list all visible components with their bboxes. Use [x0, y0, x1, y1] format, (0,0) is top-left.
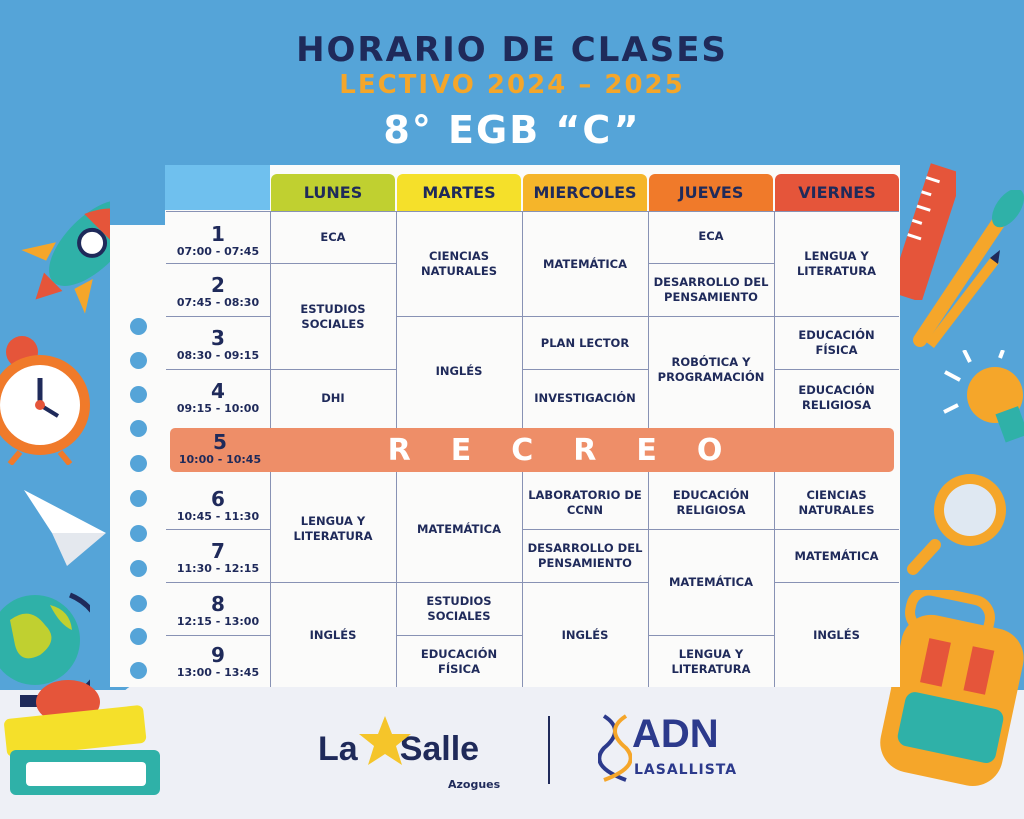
- day-header-jueves: JUEVES: [649, 174, 773, 211]
- period-time: 07:45 - 08:30: [176, 296, 260, 309]
- day-header-miercoles: MIERCOLES: [523, 174, 647, 211]
- period-time: 13:00 - 13:45: [176, 666, 260, 679]
- cell-viernes-6: CIENCIAS NATURALES: [798, 487, 875, 517]
- binder-hole: [130, 490, 147, 507]
- binder-hole: [130, 318, 147, 335]
- period-time: 09:15 - 10:00: [176, 402, 260, 415]
- cell-jueves-3: ROBÓTICA Y PROGRAMACIÓN: [657, 355, 765, 384]
- cell-martes-9: EDUCACIÓN FÍSICA: [420, 646, 498, 676]
- period-number: 9: [211, 643, 225, 667]
- grid-line: [166, 316, 270, 317]
- star-icon: [355, 712, 415, 772]
- paper-plane-icon: [22, 488, 108, 568]
- lasalle-logo-sub: Azogues: [448, 778, 501, 791]
- sheet-header-tab: [165, 165, 270, 210]
- grade-label: 8° EGB “C”: [383, 108, 641, 152]
- period-5: [170, 431, 270, 466]
- binder-hole: [130, 386, 147, 403]
- grid-line: [166, 369, 270, 370]
- cell-jueves-2: DESARROLLO DEL PENSAMIENTO: [653, 275, 769, 304]
- binder-hole: [130, 352, 147, 369]
- backpack-icon: [880, 590, 1024, 790]
- page-title: HORARIO DE CLASES: [296, 30, 728, 70]
- cell-miercoles-1: MATEMÁTICA: [542, 256, 628, 271]
- paintbrush-icon: [900, 190, 1024, 350]
- lasalle-logo-left: La: [318, 730, 358, 768]
- dna-icon: [598, 712, 632, 784]
- cell-jueves-9: LENGUA Y LITERATURA: [671, 646, 751, 676]
- day-header-lunes: LUNES: [271, 174, 395, 211]
- cell-lunes-4: DHI: [321, 390, 345, 405]
- period-number: 8: [211, 592, 225, 616]
- page-subtitle: LECTIVO 2024 – 2025: [339, 70, 685, 100]
- recreo-label: RECREO: [387, 432, 763, 468]
- binder-hole: [130, 525, 147, 542]
- period-time: 10:45 - 11:30: [176, 510, 260, 523]
- period-number: 3: [211, 326, 225, 350]
- cell-jueves-6: EDUCACIÓN RELIGIOSA: [672, 487, 750, 517]
- period-1: [166, 223, 270, 258]
- cell-lunes-6: LENGUA Y LITERATURA: [293, 514, 373, 543]
- cell-viernes-8: INGLÉS: [813, 627, 860, 642]
- binder-hole: [130, 595, 147, 612]
- period-2: [166, 274, 270, 309]
- alarm-clock-icon: [0, 330, 100, 465]
- period-number: 1: [211, 222, 225, 246]
- day-header-viernes: VIERNES: [775, 174, 899, 211]
- cell-lunes-8: INGLÉS: [309, 627, 357, 642]
- period-time: 08:30 - 09:15: [176, 349, 260, 362]
- adn-logo: ADN: [632, 712, 719, 756]
- cell-lunes-2: ESTUDIOS SOCIALES: [300, 301, 366, 331]
- cell-lunes-1: ECA: [320, 230, 346, 244]
- cell-miercoles-6: LABORATORIO DE CCNN: [528, 487, 642, 517]
- period-number: 5: [213, 430, 227, 454]
- cell-miercoles-7: DESARROLLO DEL PENSAMIENTO: [527, 541, 643, 570]
- cell-miercoles-4: INVESTIGACIÓN: [534, 390, 636, 405]
- binder-hole: [130, 560, 147, 577]
- grid-line: [166, 582, 270, 583]
- cell-martes-3: INGLÉS: [435, 364, 483, 378]
- cell-miercoles-8: INGLÉS: [561, 627, 609, 642]
- magnifier-icon: [905, 465, 1024, 575]
- binder-hole: [130, 662, 147, 679]
- grid-line: [166, 529, 270, 530]
- cell-viernes-3: EDUCACIÓN FÍSICA: [798, 328, 875, 357]
- cell-jueves-1: ECA: [698, 228, 724, 243]
- period-time: 10:00 - 10:45: [178, 453, 262, 466]
- cell-martes-1: CIENCIAS NATURALES: [420, 249, 498, 278]
- day-header-martes: MARTES: [397, 174, 521, 211]
- period-number: 7: [211, 539, 225, 563]
- period-4: [166, 380, 270, 415]
- adn-logo-sub: LASALLISTA: [634, 762, 738, 778]
- period-number: 4: [211, 379, 225, 403]
- grid-line: [166, 635, 270, 636]
- cell-miercoles-3: PLAN LECTOR: [540, 335, 630, 350]
- lasalle-logo-right: Salle: [399, 730, 480, 768]
- period-time: 07:00 - 07:45: [176, 245, 260, 258]
- period-number: 2: [211, 273, 225, 297]
- binder-hole: [130, 420, 147, 437]
- period-7: [166, 540, 270, 575]
- period-8: [166, 593, 270, 628]
- grid-line: [166, 263, 270, 264]
- sheet-corner: [110, 165, 165, 225]
- period-6: [166, 488, 270, 523]
- cell-viernes-1: LENGUA Y LITERATURA: [796, 249, 877, 278]
- books-icon: [0, 680, 160, 819]
- period-3: [166, 327, 270, 362]
- period-time: 12:15 - 13:00: [176, 615, 260, 628]
- binder-hole: [130, 455, 147, 472]
- footer-divider: [548, 716, 550, 784]
- period-9: [166, 644, 270, 679]
- cell-viernes-7: MATEMÁTICA: [794, 548, 879, 563]
- period-number: 6: [211, 487, 225, 511]
- cell-viernes-4: EDUCACIÓN RELIGIOSA: [798, 383, 875, 412]
- cell-martes-8: ESTUDIOS SOCIALES: [426, 594, 492, 623]
- binder-hole: [130, 628, 147, 645]
- lightbulb-icon: [940, 350, 1024, 450]
- cell-jueves-7: MATEMÁTICA: [668, 575, 754, 589]
- cell-martes-6: MATEMÁTICA: [416, 521, 502, 536]
- period-time: 11:30 - 12:15: [176, 562, 260, 575]
